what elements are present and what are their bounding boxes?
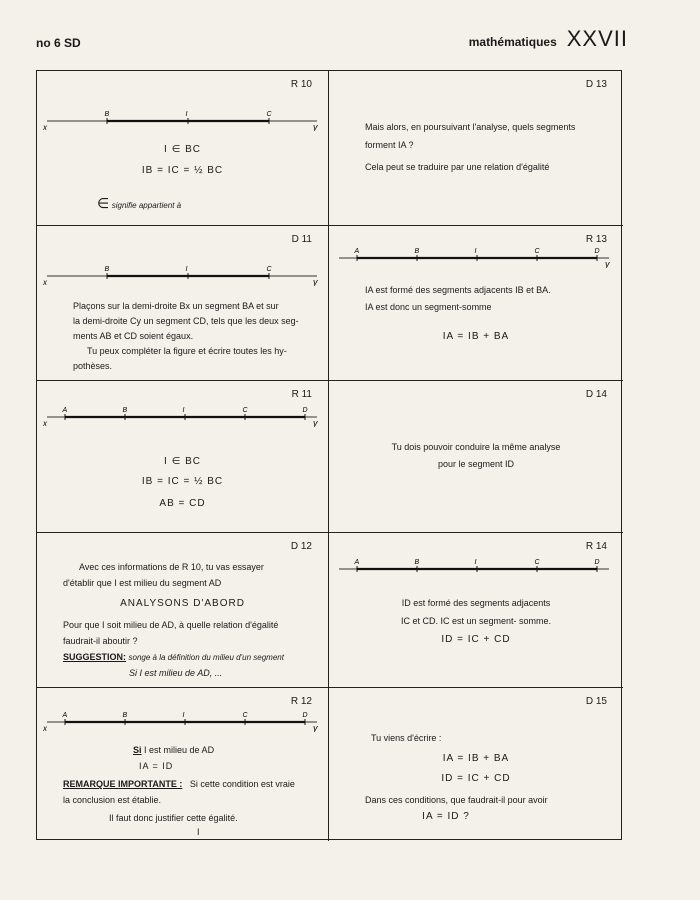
point-label: I [185,111,188,118]
exercise-grid [36,70,622,840]
cell-line: IA est donc un segment-somme [365,302,492,312]
line-figure-r11 [43,403,321,427]
cell-line: IA = ID ? [422,811,470,822]
point-label: A [354,559,360,566]
point-label: D [594,248,600,255]
cell-code: D 12 [290,541,312,552]
cell-r10 [37,71,329,226]
cell-line: Tu viens d'écrire : [371,733,442,743]
ray-end-label: x [43,419,47,427]
cell-d13 [329,71,623,226]
cell-code: D 14 [585,389,607,400]
line-figure-r10 [43,107,321,131]
cell-line: d'établir que I est milieu du segment AD [63,578,222,588]
line-figure-r12 [43,708,321,732]
point-label: B [414,559,420,566]
point-label: B [122,712,128,719]
ray-end-label: y [313,723,318,732]
cell-line: Cela peut se traduire par une relation d'égalité [365,162,550,172]
cell-line: songe à la définition du milieu d'un segment [128,653,284,662]
cell-d14 [329,381,623,533]
cell-line: Mais alors, en poursuivant l'analyse, quels segments [365,122,576,132]
cell-line: faudrait-il aboutir ? [63,636,138,646]
line-figure-d11 [43,262,321,286]
cell-line: Si I est milieu de AD, ... [129,668,223,678]
cell-line: pour le segment ID [437,459,515,469]
cell-line [97,197,181,212]
cell-r13 [329,226,623,381]
cell-line: ID est formé des segments adjacents [401,598,551,608]
cell-code: R 11 [291,389,312,400]
cell-line: I ∈ BC [164,144,201,155]
cell-line: I est milieu de AD [144,745,215,755]
issue-number: no 6 SD [36,36,81,50]
point-label: B [414,248,420,255]
cell-line [63,651,284,664]
cell-heading: ANALYSONS D'ABORD [120,598,245,609]
cell-line: Si cette condition est vraie [189,779,295,789]
point-label: D [302,407,308,414]
remark-label: REMARQUE IMPORTANTE : [63,779,183,789]
cell-line: IA est formé des segments adjacents IB et BA. [365,285,551,295]
cell-line: Tu peux compléter la figure et écrire toutes les hy- [87,346,287,356]
ray-end-label: x [43,724,47,732]
cell-line: IA = ID [139,761,174,771]
cell-line [63,778,295,791]
cell-r14 [329,533,623,688]
cell-r12 [37,688,329,841]
point-label: D [302,712,308,719]
si-label: Si [133,745,142,755]
cell-line: ments AB et CD soient égaux. [73,331,194,341]
cell-line: ID = IC + CD [441,773,511,784]
ray-end-label: y [605,259,610,268]
cell-line: IB = IC = ½ BC [141,165,224,176]
cell-code: R 10 [290,79,312,90]
cell-line: I ∈ BC [164,456,201,467]
ray-end-label: y [313,418,318,427]
point-label: C [242,712,248,719]
cell-line: forment IA ? [365,140,414,150]
point-label: B [104,111,110,118]
point-label: C [534,248,540,255]
cell-line: la conclusion est établie. [63,795,162,805]
point-label: A [62,712,68,719]
cell-line: I [197,827,200,837]
line-figure-r14 [335,555,613,579]
cell-line: AB = CD [159,498,206,509]
point-label: I [182,712,185,719]
point-label: C [266,266,272,273]
point-label: C [266,111,272,118]
ray-end-label: x [43,278,47,286]
cell-line: Tu dois pouvoir conduire la même analyse [391,442,561,452]
cell-line: IC et CD. IC est un segment- somme. [400,616,552,626]
line-figure-r13 [335,244,613,268]
cell-line: la demi-droite Cy un segment CD, tels que les deux seg- [73,316,299,326]
point-label: B [122,407,128,414]
cell-code: R 14 [585,541,607,552]
cell-line: Avec ces informations de R 10, tu vas essayer [79,562,264,572]
cell-code: D 11 [291,234,312,245]
cell-line: IB = IC = ½ BC [141,476,224,487]
point-label: A [354,248,360,255]
page-number: XXVII [566,26,628,51]
cell-code: R 13 [585,234,607,245]
cell-code: D 13 [585,79,607,90]
cell-line: Plaçons sur la demi-droite Bx un segment BA et sur [73,301,279,311]
point-label: D [594,559,600,566]
ray-end-label: x [43,123,47,131]
cell-line: Dans ces conditions, que faudrait-il pour avoir [365,795,548,805]
membership-symbol: ∈ [97,195,110,211]
point-label: C [242,407,248,414]
cell-code: D 15 [585,696,607,707]
suggestion-label: SUGGESTION: [63,652,127,662]
ray-end-label: y [313,122,318,131]
cell-d15 [329,688,623,841]
cell-line: signifie appartient à [111,201,182,210]
point-label: I [182,407,185,414]
cell-d12 [37,533,329,688]
subject-title: mathématiques [468,35,557,49]
page-header [469,26,628,52]
point-label: A [62,407,68,414]
cell-line: IA = IB + BA [442,331,510,342]
point-label: B [104,266,110,273]
ray-end-label: y [313,277,318,286]
cell-line: IA = IB + BA [442,753,510,764]
point-label: I [185,266,188,273]
cell-line: ID = IC + CD [441,634,511,645]
cell-line [133,744,214,757]
cell-line: pothèses. [73,361,113,371]
point-label: C [534,559,540,566]
point-label: I [474,559,477,566]
point-label: I [474,248,477,255]
cell-line: Il faut donc justifier cette égalité. [109,813,238,823]
cell-code: R 12 [290,696,312,707]
cell-r11 [37,381,329,533]
cell-line: Pour que I soit milieu de AD, à quelle relation d'égalité [63,620,279,630]
cell-d11 [37,226,329,381]
